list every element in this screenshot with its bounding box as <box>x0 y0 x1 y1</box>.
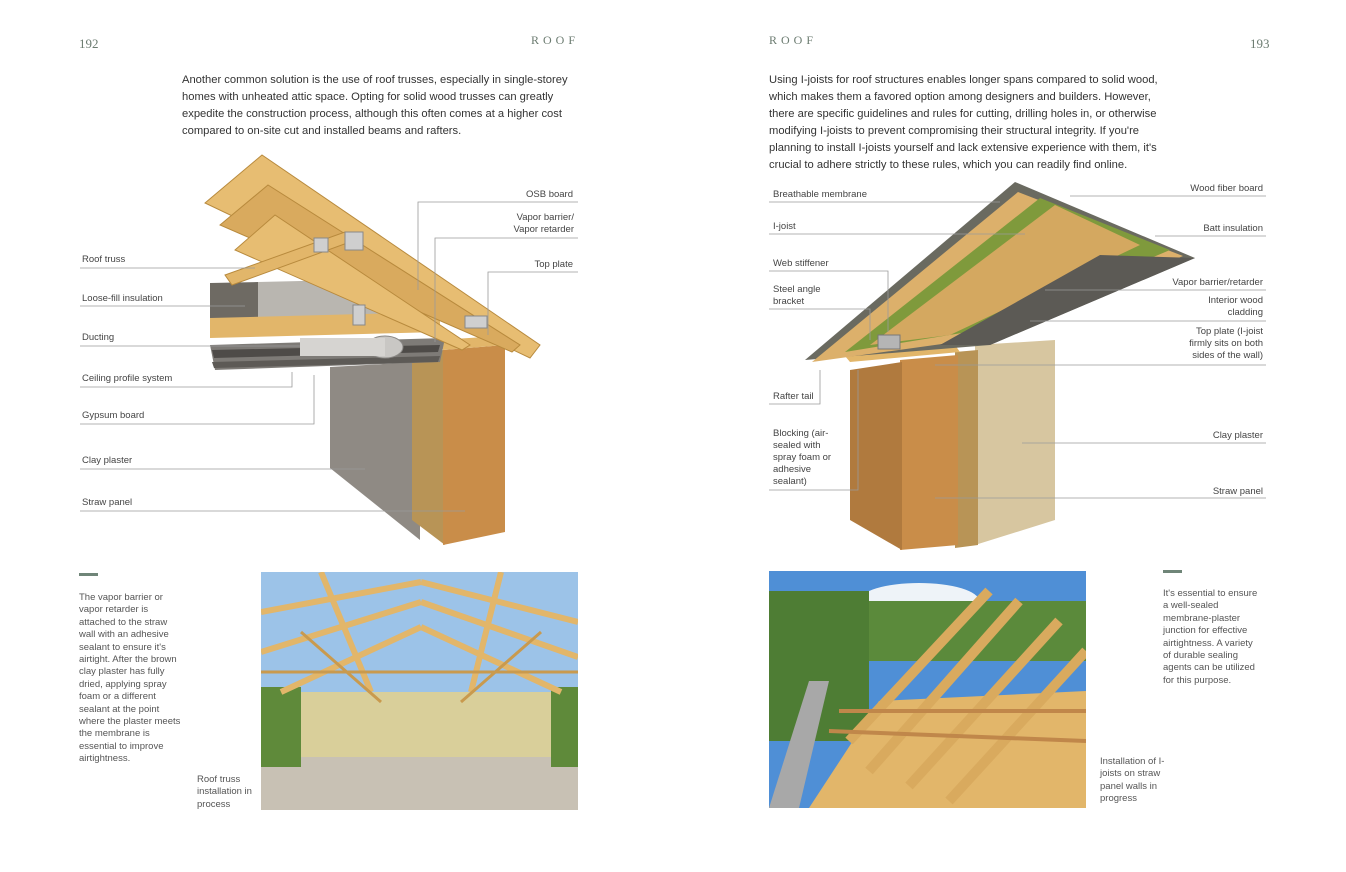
left-side-note: The vapor barrier or vapor retarder is attached to the straw wall with an adhesive sealant to ensure it's airtight. After the brown clay plaster has fully dried, applying spray foam or a different sealant at the point where the plaster meets the membrane is essential to improve airtightness. <box>79 592 181 765</box>
left-running-head: ROOF <box>531 33 580 47</box>
right-photo-caption: Installation of I-joists on straw panel walls in progress <box>1100 756 1165 805</box>
label-steel-angle-bracket: Steel angle bracket <box>773 284 821 307</box>
clay-plaster-layer <box>412 350 445 545</box>
label-loose-fill: Loose-fill insulation <box>82 293 163 304</box>
label-ceiling-profile: Ceiling profile system <box>82 373 173 384</box>
label-batt-insulation: Batt insulation <box>1203 223 1263 234</box>
label-straw-panel-left: Straw panel <box>82 497 133 508</box>
label-i-joist: I-joist <box>773 221 796 232</box>
right-page-number: 193 <box>1250 36 1270 51</box>
straw-panel-face-right <box>900 355 958 550</box>
i-joist-photo <box>769 571 1086 808</box>
label-roof-truss: Roof truss <box>82 254 126 265</box>
left-note-accent-bar <box>79 573 98 576</box>
label-rafter-tail: Rafter tail <box>773 391 814 402</box>
label-top-plate-right: Top plate (I-joist firmly sits on both sides of the wall) <box>1189 326 1263 361</box>
label-breathable-membrane: Breathable membrane <box>773 189 867 200</box>
roof-truss-photo <box>261 572 578 810</box>
label-clay-plaster-left: Clay plaster <box>82 455 133 466</box>
label-straw-panel-right: Straw panel <box>1212 486 1263 497</box>
right-body-text: Using I-joists for roof structures enables longer spans compared to solid wood, which makes them a favored option among designers and builders. However, there are specific guidelines and rules for cutting, drilling holes in, or otherwise modifying I-joists to prevent compromising their structural integrity. If you're planning to install I-joists yourself and lack extensive experience with them, it's crucial to adhere strictly to these rules, which you can readily find online. <box>769 74 1158 171</box>
clay-plaster-face <box>975 340 1055 545</box>
label-gypsum-board: Gypsum board <box>82 410 145 421</box>
right-running-head: ROOF <box>769 33 818 47</box>
right-note-accent-bar <box>1163 570 1182 573</box>
right-side-note: It's essential to ensure a well-sealed membrane-plaster junction for effective airtightness. A variety of durable sealing agents can be utilized for this purpose. <box>1163 588 1258 686</box>
gypsum-wall-face <box>330 362 420 540</box>
straw-panel-face <box>443 345 505 545</box>
label-vapor-barrier-right: Vapor barrier/retarder <box>1172 277 1263 288</box>
left-body-text: Another common solution is the use of roof trusses, especially in single-storey homes with unheated attic space. Opting for solid wood trusses can greatly expedite the construction process, although this often comes at a higher cost compared to on-site cut and installed beams and rafters. <box>182 74 568 137</box>
label-wood-fiber-board: Wood fiber board <box>1190 183 1263 194</box>
label-clay-plaster-right: Clay plaster <box>1212 430 1263 441</box>
left-photo-caption: Roof truss installation in process <box>197 774 252 810</box>
label-ducting: Ducting <box>82 332 115 343</box>
label-web-stiffener: Web stiffener <box>773 258 829 269</box>
label-blocking: Blocking (air-sealed with spray foam or adhesive sealant) <box>773 428 832 487</box>
label-osb-board: OSB board <box>526 189 573 200</box>
label-top-plate-left: Top plate <box>534 259 573 270</box>
label-vapor-barrier-left: Vapor barrier/ Vapor retarder <box>513 212 574 235</box>
left-page-number: 192 <box>79 36 99 51</box>
label-interior-wood-cladding: Interior wood cladding <box>1208 295 1263 318</box>
